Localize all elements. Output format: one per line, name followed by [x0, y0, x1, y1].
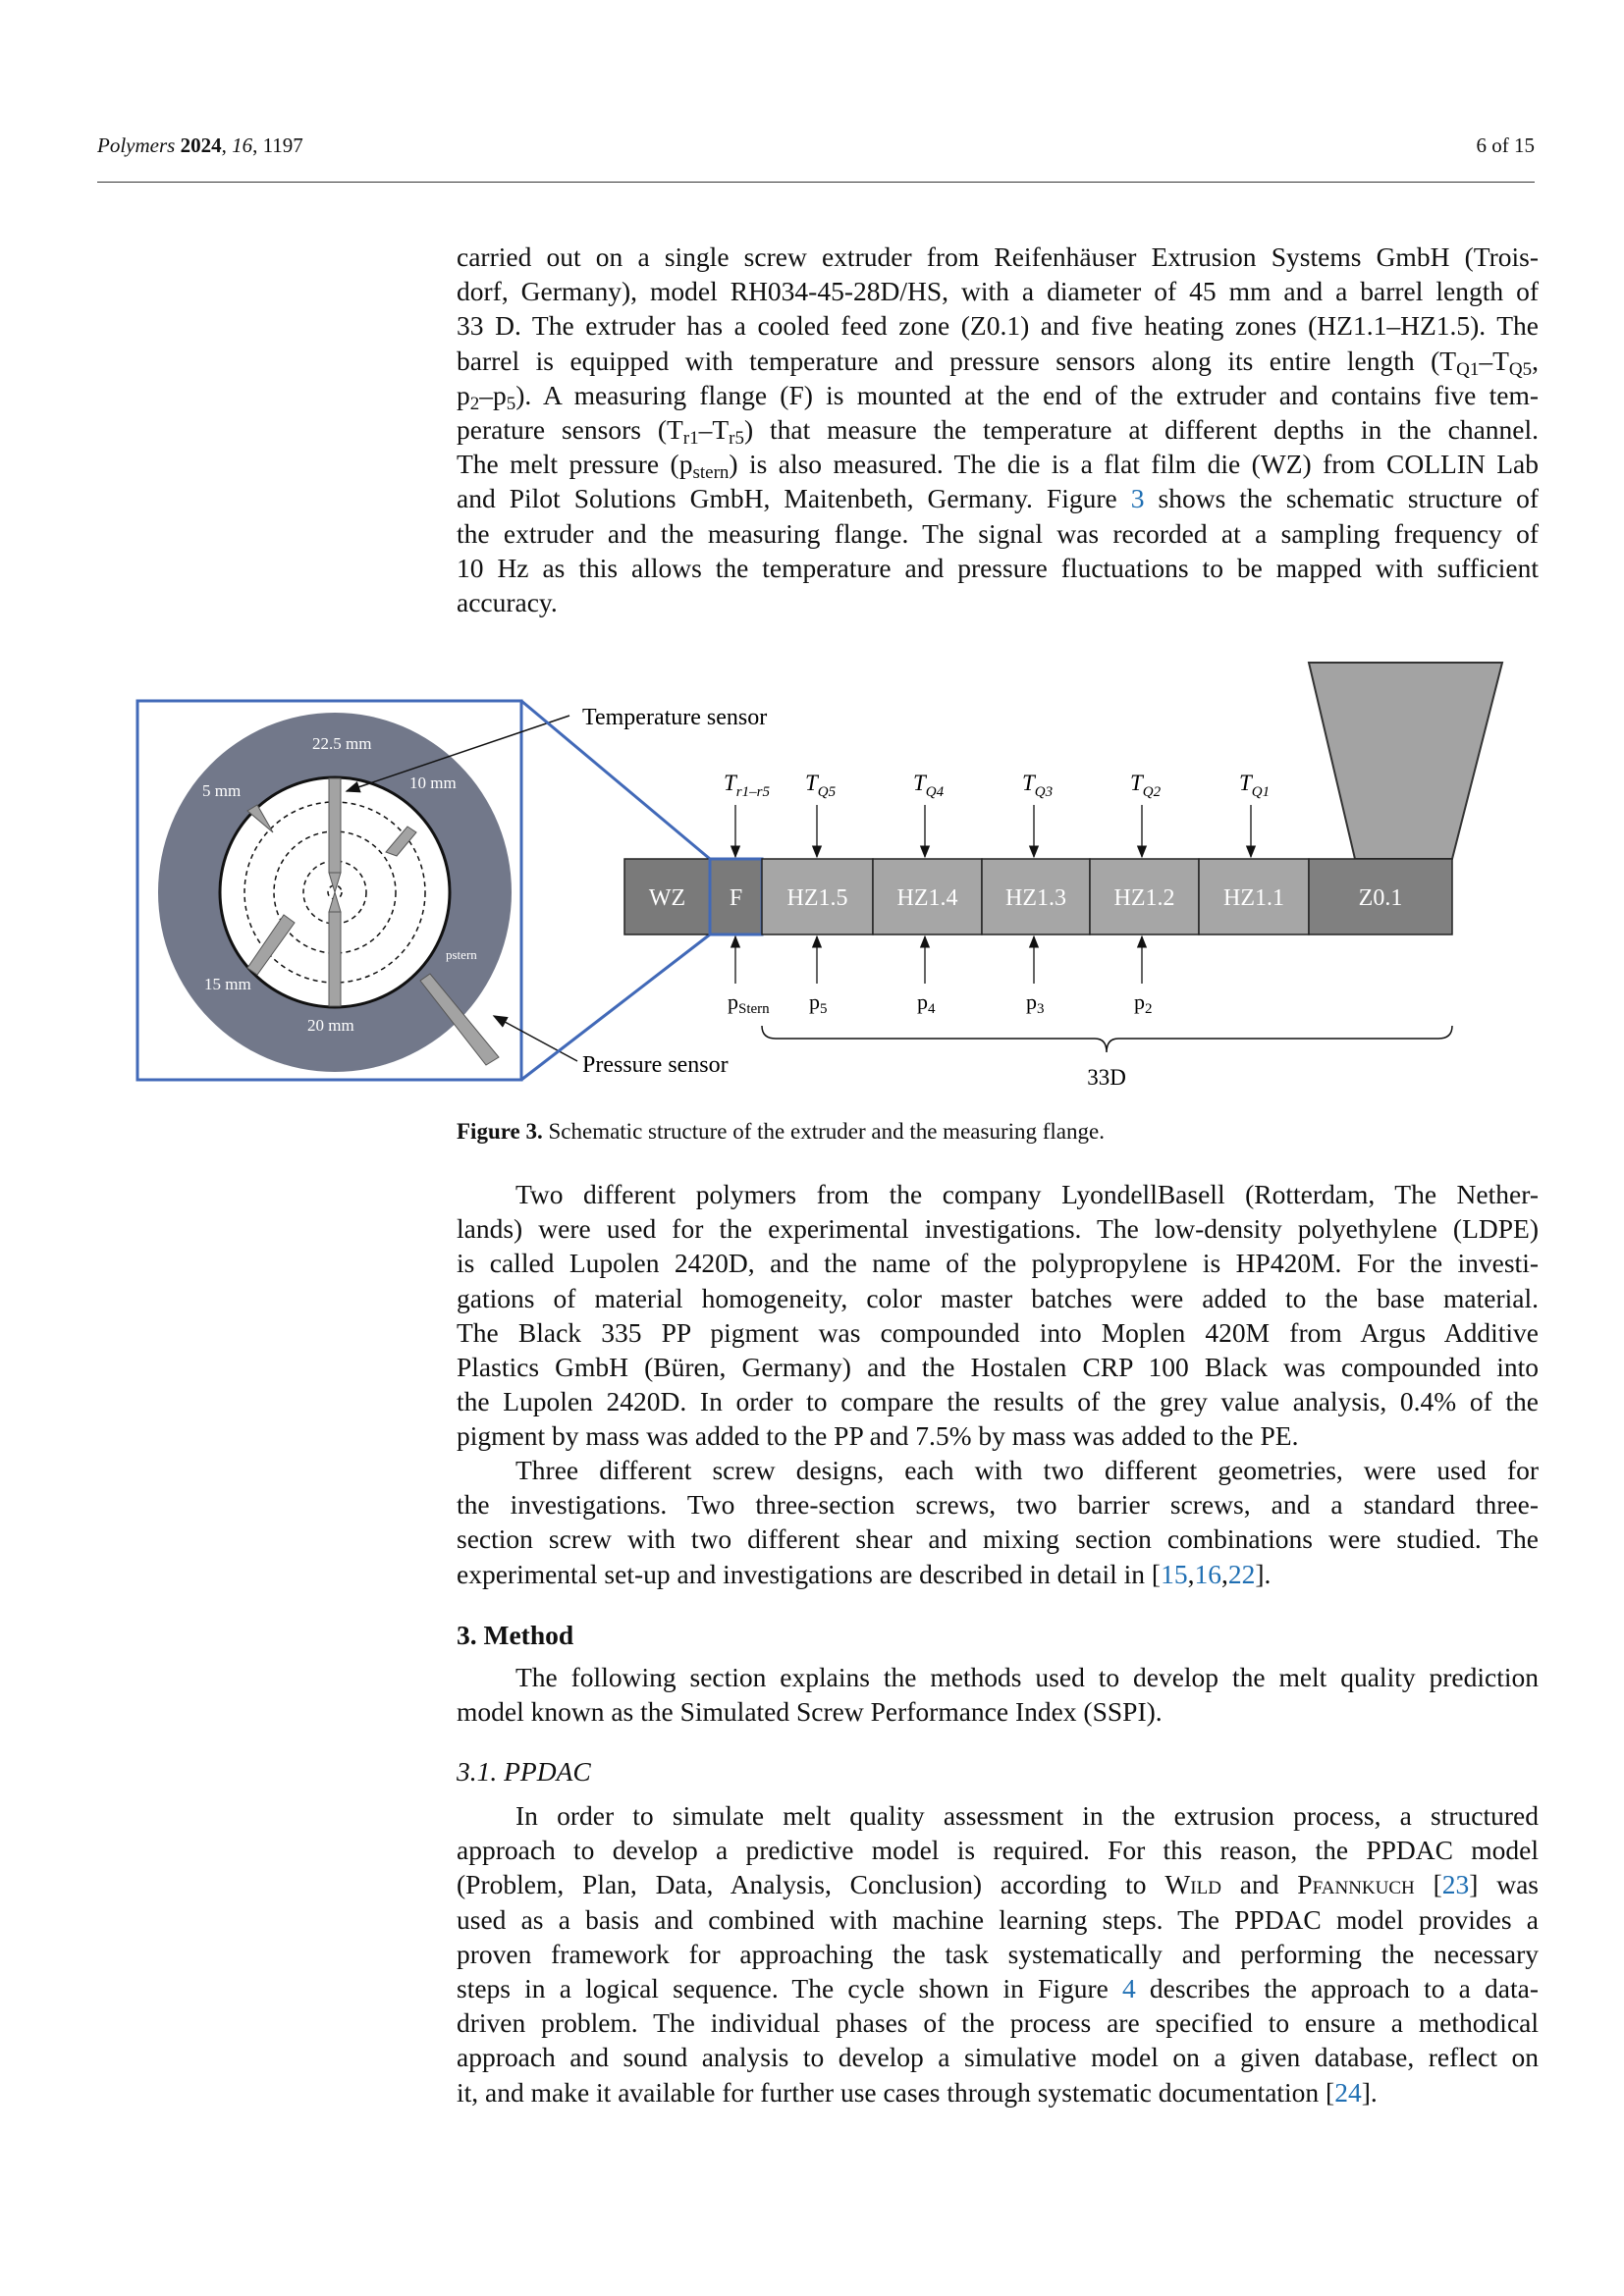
length-brace: [762, 1026, 1452, 1052]
figure-caption: [457, 1119, 1105, 1145]
zone-label: HZ1.3: [1005, 885, 1066, 911]
running-header: Polymers 2024, 16, 1197: [97, 133, 303, 157]
page-number: 6 of 15: [1476, 133, 1535, 157]
zone-label: HZ1.5: [786, 885, 848, 911]
text-line: is called Lupolen 2420D, and the name of the polypropylene is HP420M. For the investi-: [457, 1248, 1539, 1279]
paragraph-2: [457, 1177, 1539, 1454]
citation-link[interactable]: 24: [1334, 2076, 1362, 2108]
text-line: pigment by mass was added to the PP and 7.5% by mass was added to the PE.: [457, 1420, 1299, 1452]
text-line: The following section explains the methods used to develop the melt quality prediction: [515, 1662, 1539, 1692]
temperature-sensor-label: $T_{r1-r5}$: [724, 771, 770, 800]
text-line: Plastics GmbH (Büren, Germany) and the Hostalen CRP 100 Black was compounded into: [457, 1351, 1539, 1382]
temperature-sensor-label: $T_{Q5}$: [805, 771, 837, 800]
text-line: the Lupolen 2420D. In order to compare the results of the grey value analysis, 0.4% of the: [457, 1386, 1539, 1417]
journal-name: Polymers: [97, 133, 176, 157]
text-line: accuracy.: [457, 586, 558, 617]
temperature-sensor-label: $T_{Q3}$: [1022, 771, 1054, 800]
text-line: the extruder and the measuring flange. The signal was recorded at a sampling frequency of: [457, 517, 1539, 549]
text-line: carried out on a single screw extruder from Reifenhäuser Extrusion Systems GmbH (Trois-: [457, 241, 1539, 272]
text-line: approach to develop a predictive model is required. For this reason, the PPDAC model: [457, 1835, 1539, 1866]
text-line: The melt pressure $(p_{stern})$ is also measured. The die is a flat film die (WZ) from COLLIN Lab: [457, 449, 1540, 484]
dim-label: 10 mm: [409, 774, 457, 792]
text-line: Three different screw designs, each with two different geometries, were used for: [515, 1455, 1539, 1485]
text-line: The Black 335 PP pigment was compounded into Moplen 420M from Argus Additive: [457, 1316, 1539, 1348]
citation-link[interactable]: 3: [1130, 483, 1145, 514]
text-line: barrel is equipped with temperature and pressure sensors along its entire length ($T_{Q1}-T_{Q5}$,: [457, 345, 1539, 380]
pressure-sensor-label: p5: [809, 989, 828, 1017]
text-line: driven problem. The individual phases of the process are specified to ensure a methodical: [457, 2007, 1539, 2039]
text-line: model known as the Simulated Screw Performance Index (SSPI).: [457, 1696, 1163, 1728]
text-line: the investigations. Two three-section screws, two barrier screws, and a standard three-: [457, 1489, 1539, 1521]
volume: 16: [232, 133, 253, 157]
text-line: In order to simulate melt quality assessment in the extrusion process, a structured: [515, 1800, 1539, 1831]
text-line: (Problem, Plan, Data, Analysis, Conclusion) according to Wild and Pfannkuch [23] was: [457, 1869, 1539, 1900]
temperature-sensor-label: $T_{Q1}$: [1239, 771, 1271, 800]
p-stern-label: pstern: [446, 947, 477, 962]
pressure-sensor-label: p3: [1026, 989, 1045, 1017]
text-line: experimental set-up and investigations are described in detail in [15,16,22].: [457, 1558, 1272, 1589]
section-heading-method: 3. Method: [457, 1620, 574, 1650]
text-line: proven framework for approaching the task systematically and performing the necessary: [457, 1938, 1539, 1969]
zone-label: HZ1.2: [1113, 885, 1175, 911]
citation-link[interactable]: 15: [1161, 1558, 1188, 1589]
citation-link[interactable]: 4: [1122, 1972, 1136, 2003]
zone-label: HZ1.1: [1223, 885, 1284, 911]
text-line: dorf, Germany), model RH034-45-28D/HS, with a diameter of 45 mm and a barrel length of: [457, 276, 1539, 307]
text-line: $p_2-p_5$). A measuring flange (F) is mounted at the end of the extruder and contains five tem-: [457, 379, 1539, 414]
text-line: perature sensors $(T_{r1}-T_{r5})$ that measure the temperature at different depths in the channel.: [457, 413, 1539, 449]
zone-label: HZ1.4: [896, 885, 958, 911]
paragraph-4: [457, 1660, 1539, 1729]
paragraph-1: [457, 240, 1539, 619]
text-line: steps in a logical sequence. The cycle shown in Figure 4 describes the approach to a data-: [457, 1972, 1539, 2003]
dim-label: 22.5 mm: [312, 734, 372, 753]
text-line: 33 D. The extruder has a cooled feed zone (Z0.1) and five heating zones (HZ1.1–HZ1.5). The: [457, 310, 1539, 342]
text-line: section screw with two different shear and mixing section combinations were studied. The: [457, 1523, 1539, 1555]
dim-label: 20 mm: [307, 1016, 354, 1035]
year: 2024: [180, 133, 222, 157]
header-rule: [97, 182, 1535, 183]
citation-link[interactable]: 16: [1194, 1558, 1221, 1589]
pressure-sensor-label: pStern: [728, 989, 770, 1017]
text-line: gations of material homogeneity, color master batches were added to the base material.: [457, 1282, 1539, 1313]
text-line: approach and sound analysis to develop a simulative model on a given database, reflect on: [457, 2042, 1539, 2073]
citation-link[interactable]: 22: [1227, 1558, 1256, 1589]
dim-label: 5 mm: [202, 781, 242, 800]
dim-label: 15 mm: [204, 975, 251, 993]
text-line: 10 Hz as this allows the temperature and pressure fluctuations to be mapped with sufficient: [457, 552, 1539, 583]
citation-link[interactable]: 23: [1441, 1869, 1470, 1900]
text-line: Two different polymers from the company LyondellBasell (Rotterdam, The Nether-: [515, 1179, 1539, 1209]
article-number: 1197: [262, 133, 303, 157]
temperature-sensor-label: $T_{Q2}$: [1130, 771, 1162, 800]
temperature-sensor-label: $T_{Q4}$: [913, 771, 945, 800]
text-line: and Pilot Solutions GmbH, Maitenbeth, Germany. Figure 3 shows the schematic structure of: [457, 483, 1539, 514]
subsection-heading-ppdac: 3.1. PPDAC: [457, 1756, 591, 1787]
pressure-sensor-label: p4: [917, 989, 936, 1017]
pressure-sensor-label: p2: [1134, 989, 1153, 1017]
temperature-sensor-label: Temperature sensor: [582, 705, 768, 730]
text-line: used as a basis and combined with machine learning steps. The PPDAC model provides a: [457, 1903, 1539, 1935]
length-label: 33D: [1087, 1065, 1126, 1090]
zone-label: WZ: [648, 885, 686, 911]
figure-3: [0, 648, 1624, 1109]
caption-text: Schematic structure of the extruder and the measuring flange.: [542, 1119, 1105, 1144]
extruder-zones: [624, 859, 1452, 934]
text-line: it, and make it available for further use cases through systematic documentation [24].: [457, 2076, 1378, 2108]
hopper: [1309, 663, 1502, 859]
paragraph-3: [457, 1453, 1539, 1591]
caption-label: Figure 3.: [457, 1119, 543, 1144]
paragraph-5: [457, 1798, 1539, 2109]
zone-label: Z0.1: [1358, 885, 1403, 911]
text-line: lands) were used for the experimental investigations. The low-density polyethylene (LDPE): [457, 1213, 1539, 1245]
zone-label: F: [729, 885, 743, 911]
pressure-sensor-label: Pressure sensor: [582, 1052, 729, 1078]
